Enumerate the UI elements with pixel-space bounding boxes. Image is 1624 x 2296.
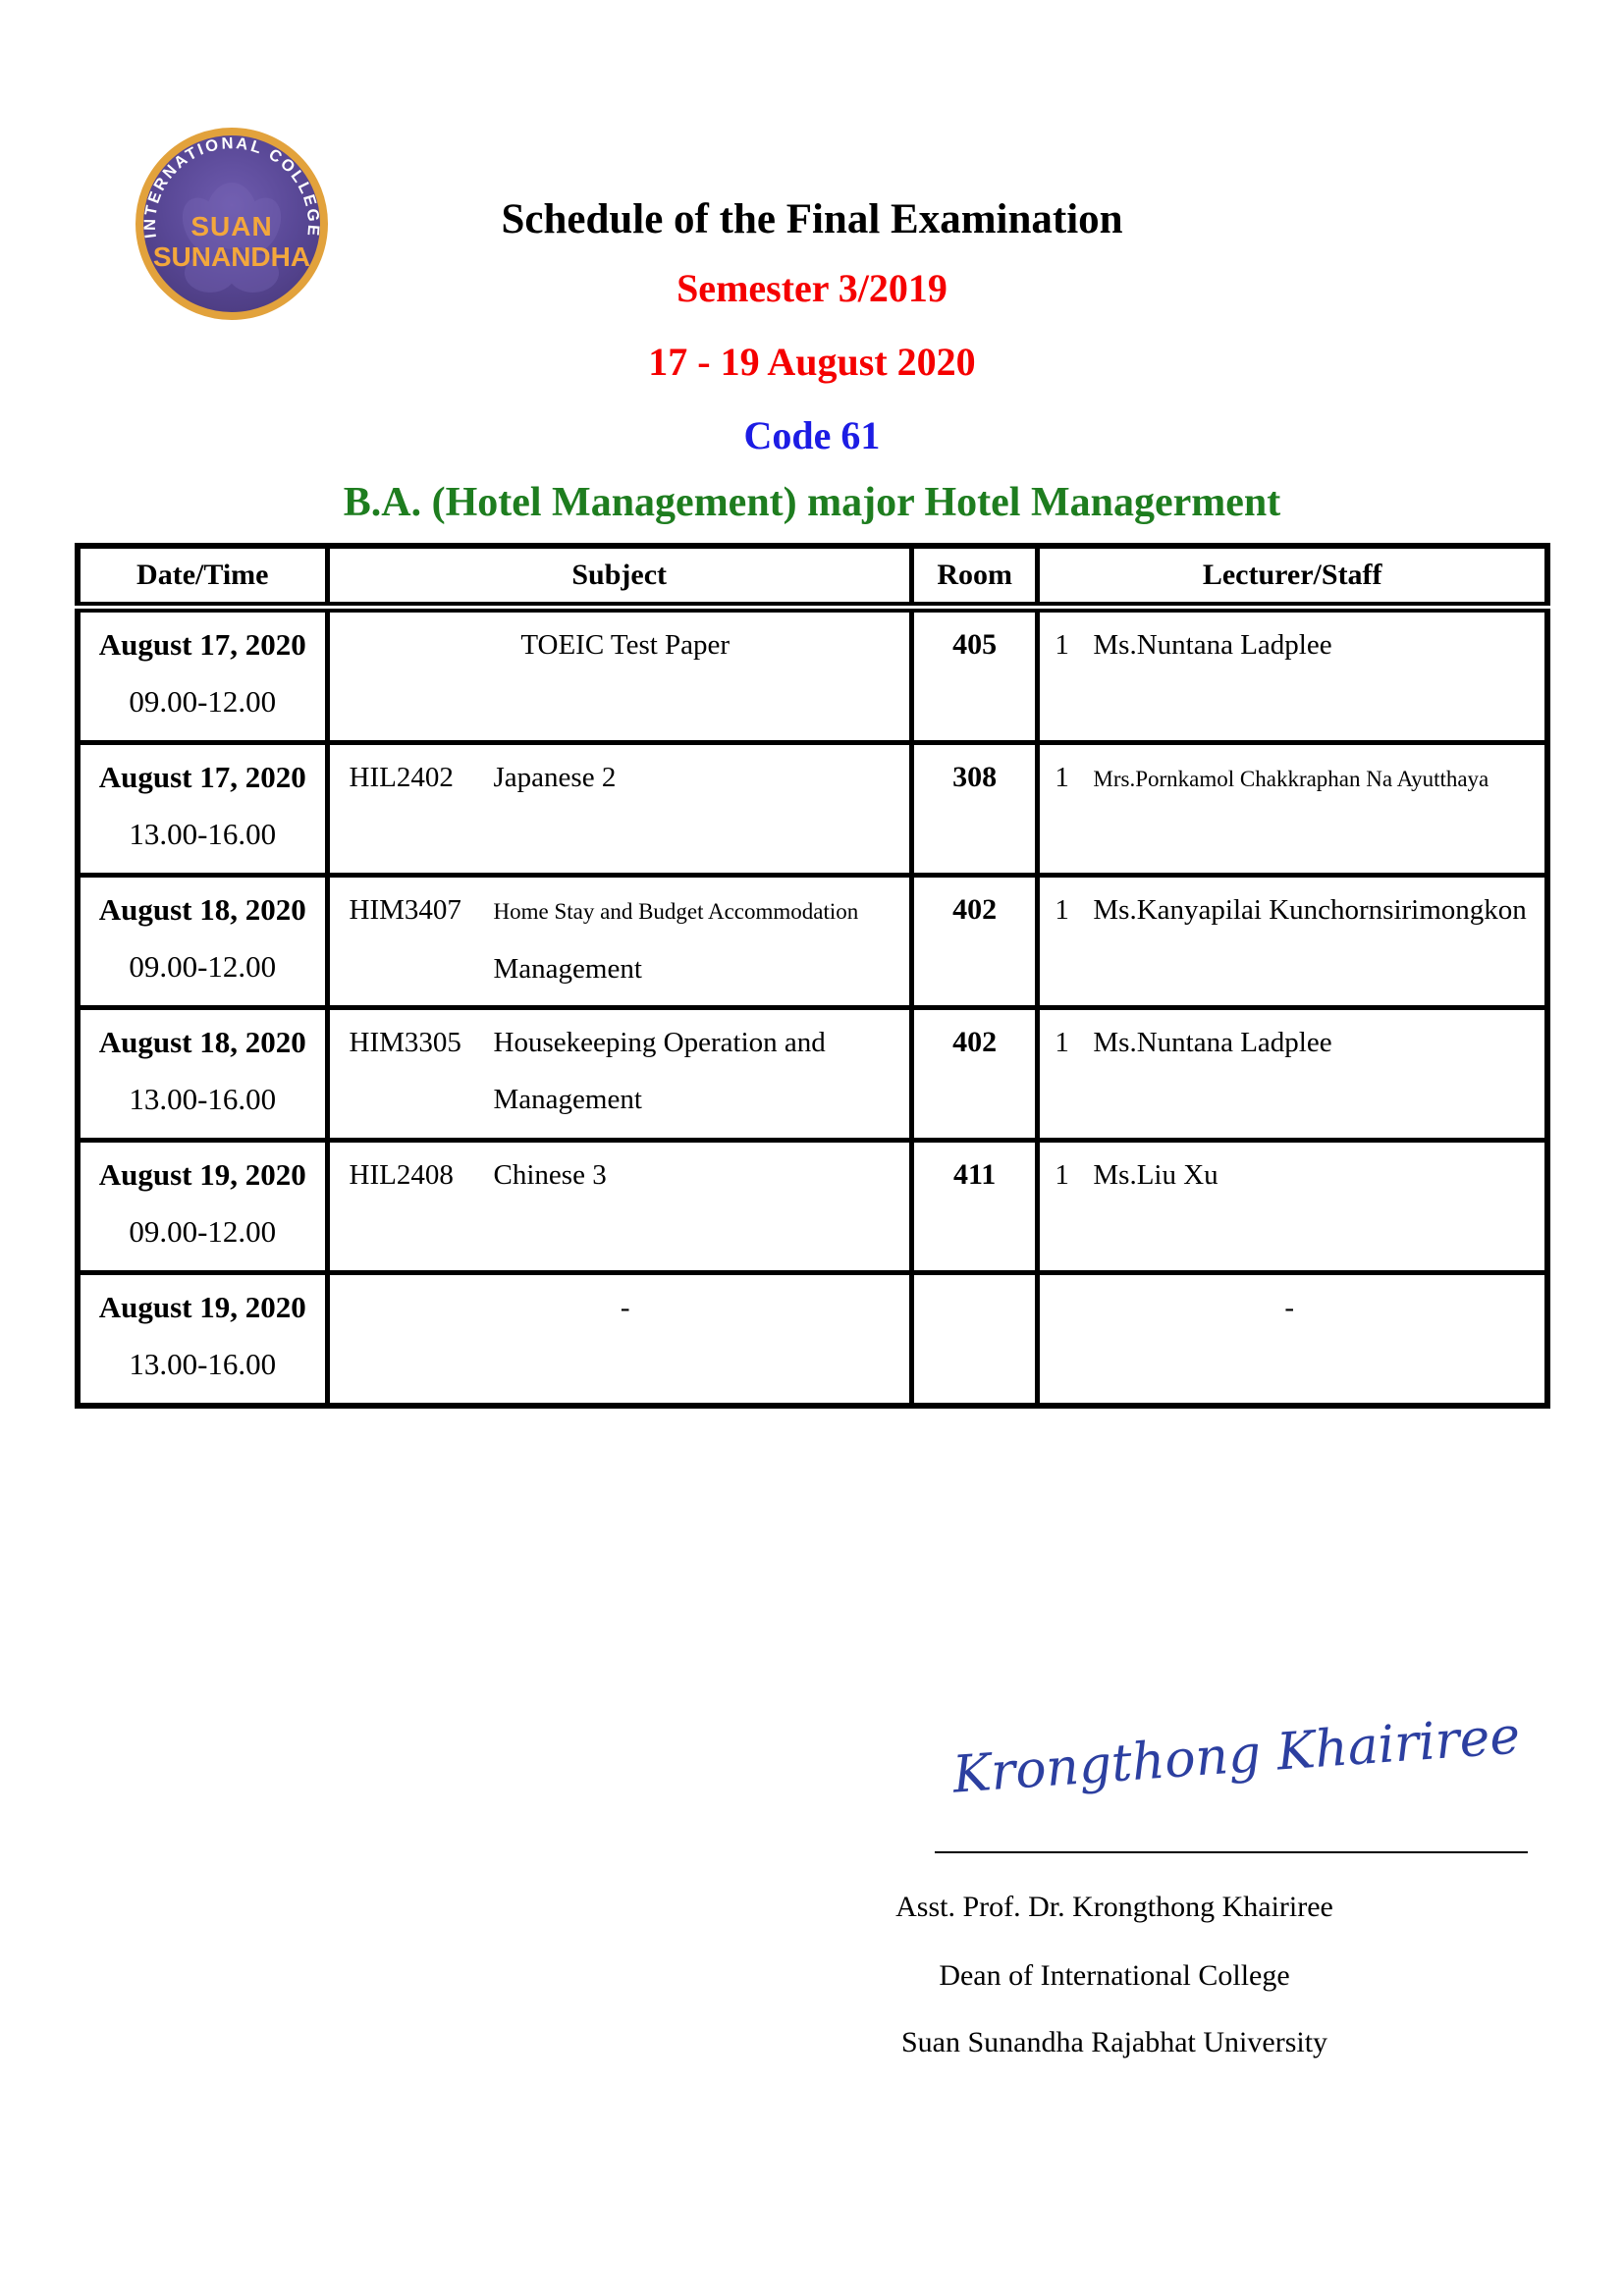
subject-cell: [327, 743, 911, 876]
exam-time: 09.00-12.00: [129, 1214, 277, 1249]
signature-line: [935, 1851, 1528, 1853]
subject-name-line2: Management: [493, 953, 642, 985]
table-row: [78, 743, 1547, 876]
lecturer-cell: [1038, 1141, 1547, 1273]
student-code: Code 61: [743, 413, 881, 457]
signatory-name: Asst. Prof. Dr. Krongthong Khairiree: [895, 1891, 1333, 1923]
exam-time: 09.00-12.00: [129, 684, 277, 719]
lecturer-cell: [1038, 1273, 1547, 1407]
signature: Krongthong Khairiree: [950, 1706, 1522, 1805]
exam-date: August 18, 2020: [98, 892, 306, 927]
lecturer-name: Ms.Nuntana Ladplee: [1093, 1027, 1332, 1058]
lecturer-cell: [1038, 608, 1547, 743]
logo-arc-text: INTERNATIONAL COLLEGE: [140, 134, 323, 240]
table-row: [78, 1008, 1547, 1141]
table-row: [78, 608, 1547, 743]
lecturer-cell: [1038, 1008, 1547, 1141]
date-time-cell: [78, 608, 327, 743]
room-cell: 405: [911, 608, 1038, 743]
page-title: Schedule of the Final Examination: [501, 196, 1123, 242]
lecturer-number: 1: [1055, 629, 1069, 661]
subject-code: HIL2402: [349, 762, 454, 793]
exam-date-range: 17 - 19 August 2020: [648, 340, 976, 384]
lecturer-name: Ms.Liu Xu: [1093, 1159, 1218, 1191]
subject-cell: [327, 1008, 911, 1141]
subject-name: Chinese 3: [493, 1159, 607, 1191]
lecturer-cell: [1038, 876, 1547, 1008]
subject-name: Japanese 2: [493, 762, 617, 793]
lecturer-number: 1: [1055, 1027, 1069, 1058]
lecturer-name: Ms.Nuntana Ladplee: [1093, 629, 1332, 661]
column-header-date-time: Date/Time: [78, 546, 327, 608]
date-time-cell: [78, 1141, 327, 1273]
exam-time: 13.00-16.00: [129, 817, 277, 851]
program-title: B.A. (Hotel Management) major Hotel Managerment: [343, 480, 1281, 525]
lecturer-number: 1: [1055, 1159, 1069, 1191]
column-header-room: Room: [911, 546, 1038, 608]
subject-code: HIM3407: [349, 894, 461, 926]
date-time-cell: [78, 743, 327, 876]
exam-time: 13.00-16.00: [129, 1082, 277, 1116]
exam-date: August 17, 2020: [98, 760, 306, 794]
logo-name-line1: SUAN: [190, 211, 273, 241]
exam-date: August 19, 2020: [98, 1290, 306, 1324]
room-cell: [911, 1273, 1038, 1407]
table-row: [78, 1273, 1547, 1407]
table-row: [78, 1141, 1547, 1273]
room-cell: 411: [911, 1141, 1038, 1273]
table-row: [78, 876, 1547, 1008]
subject-name: Housekeeping Operation and: [493, 1027, 826, 1058]
room-cell: 308: [911, 743, 1038, 876]
subject-name: TOEIC Test Paper: [520, 629, 731, 661]
subject-cell: [327, 608, 911, 743]
date-time-cell: [78, 1008, 327, 1141]
exam-date: August 18, 2020: [98, 1025, 306, 1059]
subject-code: HIL2408: [349, 1159, 454, 1191]
lecturer-cell: [1038, 743, 1547, 876]
room-cell: 402: [911, 1008, 1038, 1141]
column-header-lecturer: Lecturer/Staff: [1038, 546, 1547, 608]
lecturer-name: -: [1284, 1292, 1295, 1323]
signatory-university: Suan Sunandha Rajabhat University: [900, 2026, 1328, 2058]
exam-date: August 17, 2020: [98, 627, 306, 662]
room-cell: 402: [911, 876, 1038, 1008]
exam-time: 09.00-12.00: [129, 949, 277, 984]
date-time-cell: [78, 1273, 327, 1407]
exam-time: 13.00-16.00: [129, 1347, 277, 1381]
subject-cell: [327, 876, 911, 1008]
subject-cell: [327, 1141, 911, 1273]
subject-code: HIM3305: [349, 1027, 461, 1058]
lecturer-number: 1: [1055, 894, 1069, 926]
lecturer-name: Ms.Kanyapilai Kunchornsirimongkon: [1093, 894, 1527, 926]
subject-name: -: [620, 1292, 630, 1323]
lecturer-number: 1: [1055, 762, 1069, 793]
column-header-subject: Subject: [327, 546, 911, 608]
table-header-row: [78, 546, 1547, 608]
subject-name-line2: Management: [493, 1084, 642, 1115]
subject-cell: [327, 1273, 911, 1407]
signatory-role: Dean of International College: [939, 1959, 1290, 1992]
date-time-cell: [78, 876, 327, 1008]
semester-subtitle: Semester 3/2019: [677, 266, 947, 310]
logo-name-line2: SUNANDHA: [152, 241, 311, 272]
exam-schedule-table: [75, 543, 1550, 1409]
exam-date: August 19, 2020: [98, 1157, 306, 1192]
lecturer-name: Mrs.Pornkamol Chakkraphan Na Ayutthaya: [1093, 767, 1489, 791]
subject-name: Home Stay and Budget Accommodation: [493, 899, 859, 924]
